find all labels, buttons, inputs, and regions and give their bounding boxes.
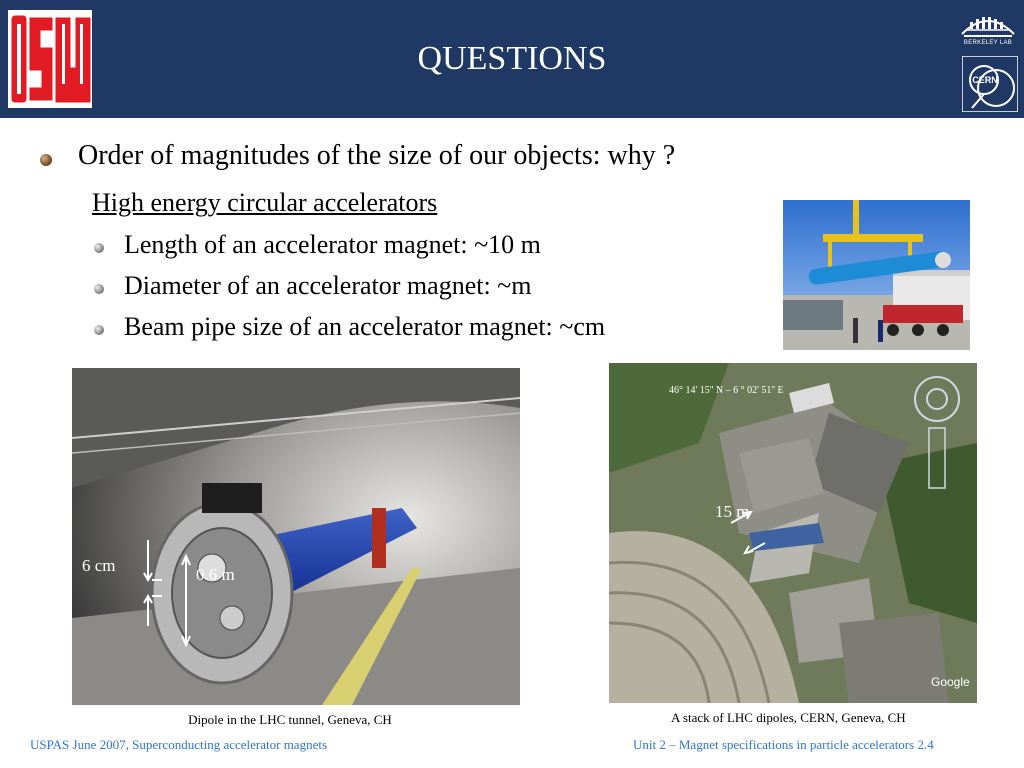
slide-header: [0, 0, 1024, 118]
slide-title: QUESTIONS: [417, 40, 607, 77]
berkeley-lab-logo: [958, 6, 1018, 50]
main-bullet-text: Order of magnitudes of the size of our objects: why ?: [78, 140, 676, 171]
sub-bullet-text: Beam pipe size of an accelerator magnet: ~cm: [124, 312, 606, 341]
cern-aerial-image: [609, 363, 977, 703]
magnet-diameter-label: 0.6 m: [196, 565, 235, 584]
coordinates-label: 46° 14' 15'' N – 6 ° 02' 51'' E: [669, 385, 784, 396]
sub-bullet-text: Diameter of an accelerator magnet: ~m: [124, 271, 532, 300]
berkeley-lab-label: BERKELEY LAB: [963, 40, 1013, 46]
magnet-crane-photo: [783, 200, 970, 350]
footer-left: USPAS June 2007, Superconducting accelerator magnets: [30, 737, 328, 752]
tunnel-caption: Dipole in the LHC tunnel, Geneva, CH: [188, 712, 392, 727]
cern-aerial-photo: [609, 363, 977, 703]
cern-label: CERN: [972, 75, 998, 85]
lhc-tunnel-image: [72, 368, 520, 705]
aerial-caption: A stack of LHC dipoles, CERN, Geneva, CH: [671, 710, 906, 725]
bullet-icon: [40, 154, 52, 166]
lhc-tunnel-photo: [72, 368, 520, 705]
bullet-icon: [94, 284, 104, 294]
subheading: High energy circular accelerators: [92, 188, 438, 217]
bullet-icon: [94, 243, 104, 253]
footer-right: Unit 2 – Magnet specifications in particle accelerators 2.4: [633, 737, 934, 752]
berkeley-lab-emblem: [958, 6, 1018, 40]
pipe-size-label: 6 cm: [82, 556, 116, 575]
magnet-crane-image: [783, 200, 970, 350]
bullet-icon: [94, 325, 104, 335]
cern-logo: [962, 56, 1018, 112]
sub-bullet-text: Length of an accelerator magnet: ~10 m: [124, 230, 541, 259]
stack-width-label: 15 m: [715, 502, 750, 521]
google-watermark: Google: [931, 675, 970, 689]
